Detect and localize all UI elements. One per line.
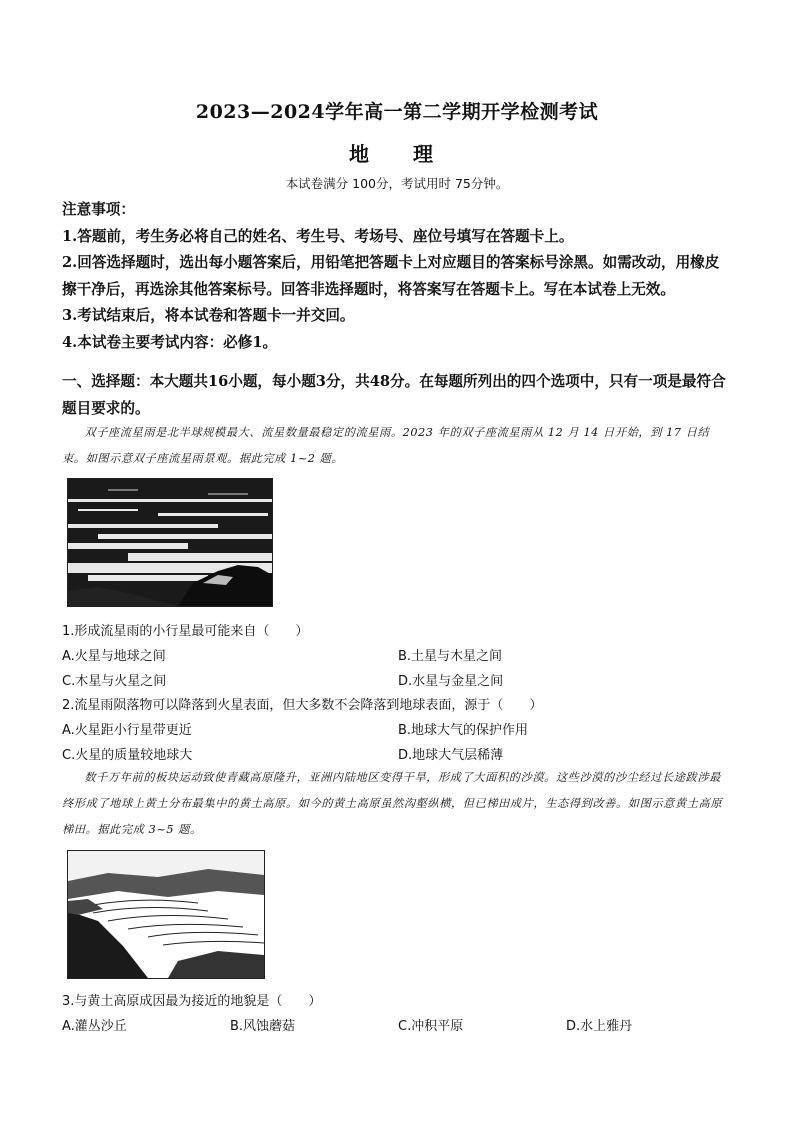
loess-terrace-image	[68, 851, 264, 978]
exam-title: 2023—2024学年高一第二学期开学检测考试	[195, 101, 599, 123]
option-1c: C.木星与火星之间	[62, 674, 167, 689]
note-item: 1.答题前，考生务必将自己的姓名、考生号、考场号、座位号填写在答题卡上。	[62, 227, 574, 245]
option-1a: A.火星与地球之间	[62, 649, 166, 664]
option-2a: A.火星距小行星带更近	[62, 723, 192, 738]
question-2: 2.流星雨陨落物可以降落到火星表面，但大多数不会降落到地球表面，源于（ ）	[62, 698, 543, 713]
notes-block	[62, 197, 728, 356]
subject-title: 地 理	[349, 142, 445, 166]
option-3d: D.水上雅丹	[566, 1019, 633, 1034]
option-1d: D.水星与金星之间	[398, 674, 504, 689]
option-2d: D.地球大气层稀薄	[398, 748, 504, 763]
passage-loess: 数千万年前的板块运动致使青藏高原隆升，亚洲内陆地区变得干旱，形成了大面积的沙漠。这些沙漠的沙尘经过长途跋涉最终形成了地球上黄土分布最集中的黄土高原。如今的黄土高原虽然沟壑纵横，但已梯田成片，生态得到改善。如图示意黄土高原梯田。据此完成 3~5 题。	[62, 771, 723, 836]
option-2c: C.火星的质量较地球大	[62, 748, 193, 763]
option-3c: C.冲积平原	[398, 1019, 464, 1034]
option-3a: A.灌丛沙丘	[62, 1019, 127, 1034]
passage-meteor: 双子座流星雨是北半球规模最大、流星数量最稳定的流星雨。2023 年的双子座流星雨从 12 月 14 日开始，到 17 日结束。如图示意双子座流星雨景观。据此完成 1~2 题。	[62, 426, 710, 465]
exam-info: 本试卷满分 100分，考试用时 75分钟。	[285, 176, 509, 191]
note-item: 3.考试结束后，将本试卷和答题卡一并交回。	[62, 307, 355, 324]
option-1b: B.土星与木星之间	[398, 649, 503, 664]
notes-heading: 注意事项：	[62, 201, 135, 218]
question-3: 3.与黄土高原成因最为接近的地貌是（ ）	[62, 994, 322, 1009]
section-title: 一、选择题：本大题共16小题，每小题3分，共48分。在每题所列出的四个选项中，只有一项是最符合题目要求的。	[62, 373, 726, 417]
note-item: 2.回答选择题时，选出每小题答案后，用铅笔把答题卡上对应题目的答案标号涂黑。如需改动，用橡皮擦干净后，再选涂其他答案标号。回答非选择题时，将答案写在答题卡上。写在本试卷上无效。	[62, 254, 720, 298]
loess-terrace-photo	[67, 850, 265, 979]
note-item: 4.本试卷主要考试内容：必修1。	[62, 333, 278, 351]
question-1: 1.形成流星雨的小行星最可能来自（ ）	[62, 624, 309, 639]
meteor-shower-image	[68, 479, 272, 606]
option-2b: B.地球大气的保护作用	[398, 723, 529, 738]
option-3b: B.风蚀蘑菇	[230, 1019, 296, 1034]
meteor-shower-photo	[67, 478, 273, 607]
